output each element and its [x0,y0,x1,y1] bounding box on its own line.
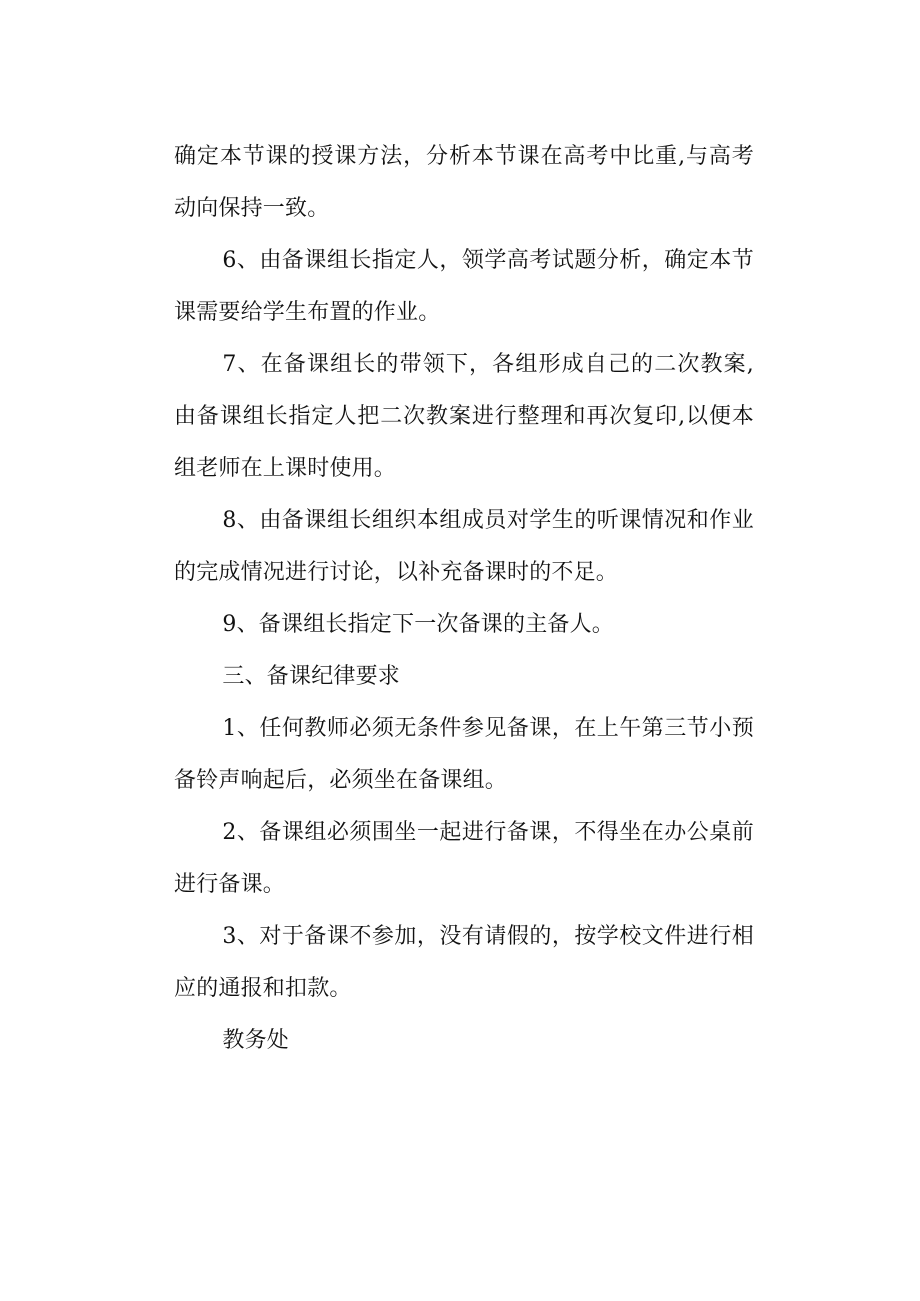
paragraph-rule-2: 2、备课组必须围坐一起进行备课，不得坐在办公桌前进行备课。 [174,820,754,897]
paragraph-continuation: 确定本节课的授课方法，分析本节课在高考中比重,与高考动向保持一致。 [174,144,754,221]
paragraph-item-7: 7、在备课组长的带领下，各组形成自己的二次教案,由备课组长指定人把二次教案进行整理和再次复印,以便本组老师在上课时使用。 [174,352,754,481]
paragraph-item-9: 9、备课组长指定下一次备课的主备人。 [222,612,614,637]
paragraph-item-8: 8、由备课组长组织本组成员对学生的听课情况和作业的完成情况进行讨论，以补充备课时的不足。 [174,508,754,585]
paragraph-item-6: 6、由备课组长指定人，领学高考试题分析，确定本节课需要给学生布置的作业。 [174,248,754,325]
paragraph-rule-3: 3、对于备课不参加，没有请假的，按学校文件进行相应的通报和扣款。 [174,924,754,1001]
section-heading-discipline: 三、备课纪律要求 [222,664,400,689]
document-body [174,131,754,1067]
paragraph-rule-1: 1、任何教师必须无条件参见备课，在上午第三节小预备铃声响起后，必须坐在备课组。 [174,716,754,793]
signature-office: 教务处 [222,1028,289,1053]
